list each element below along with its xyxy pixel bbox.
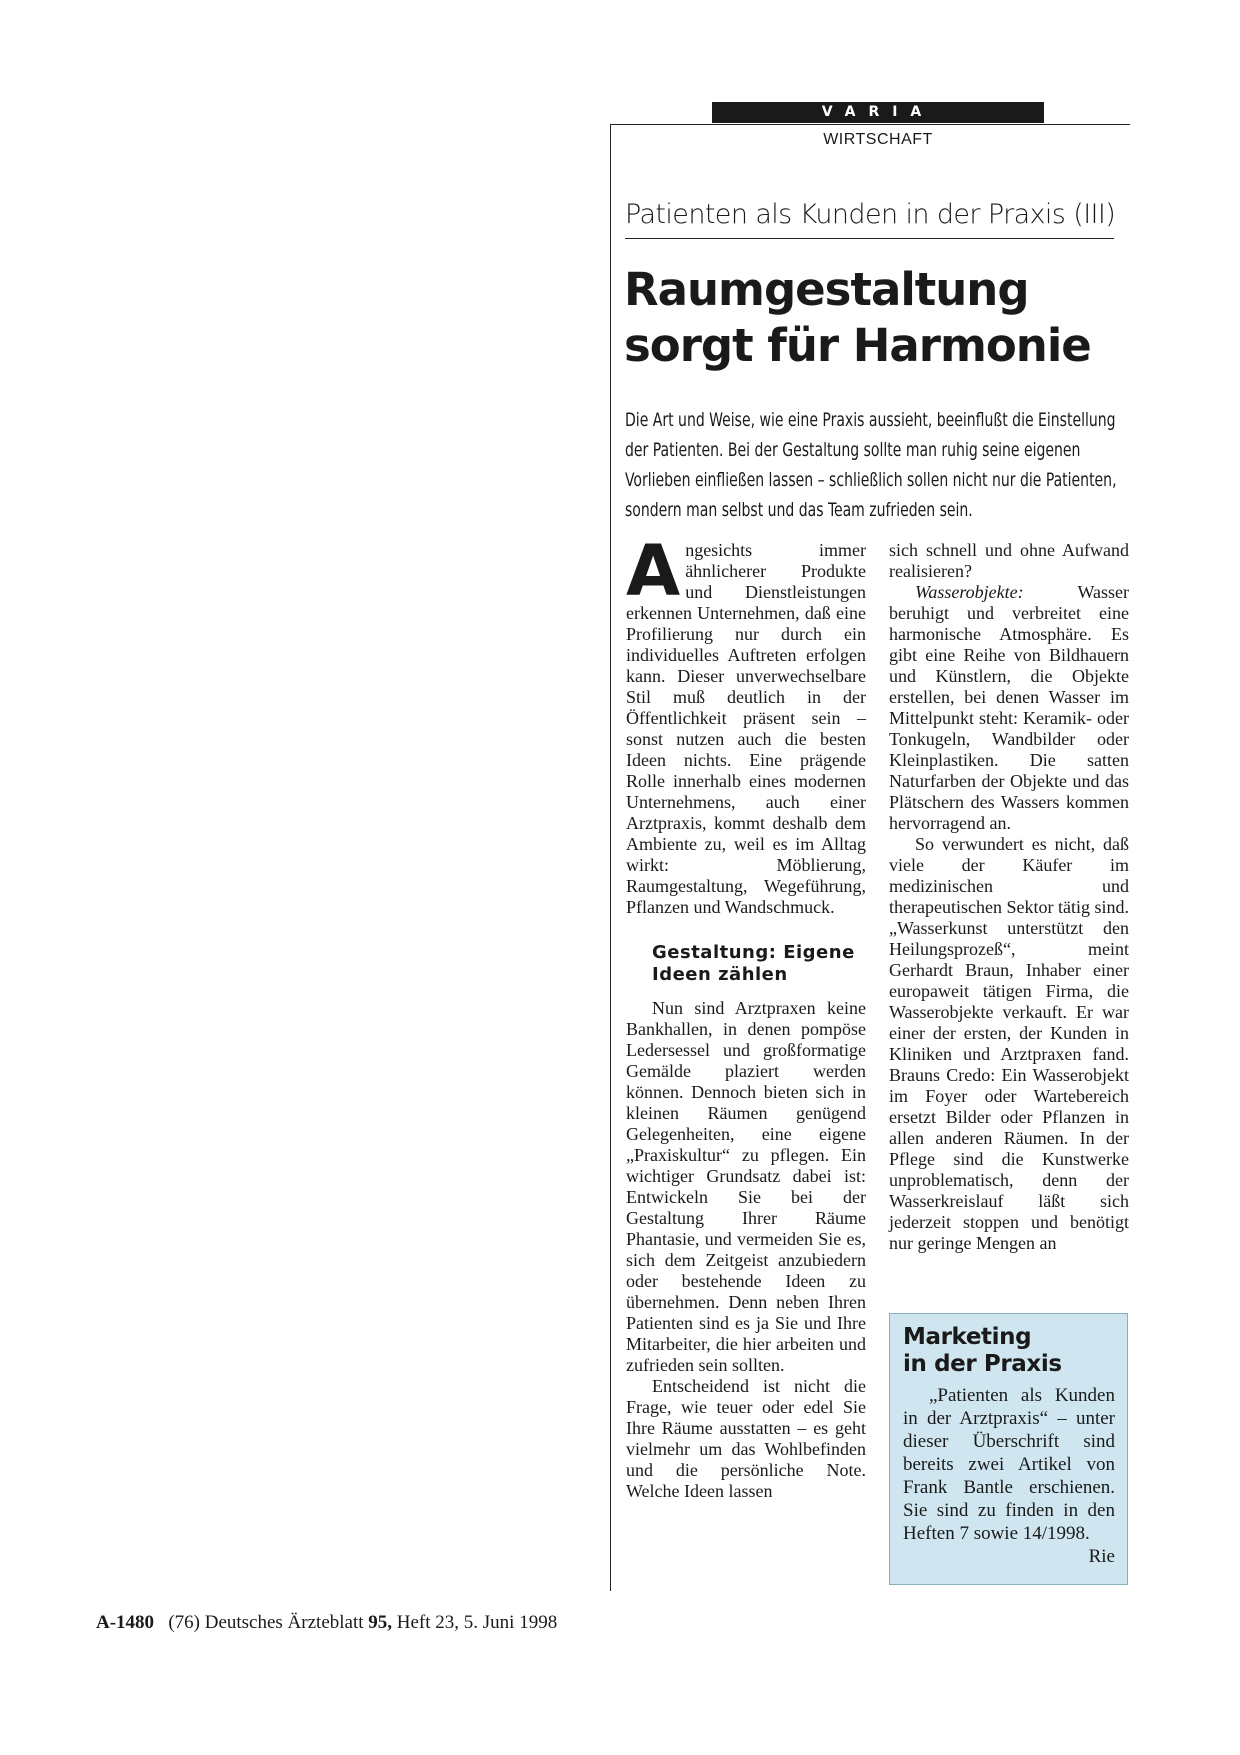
journal-name: Deutsches Ärzteblatt — [204, 1612, 364, 1633]
column-rule — [610, 124, 611, 1591]
header-rule — [610, 124, 1130, 125]
issue-page: (76) — [168, 1612, 200, 1633]
section-subheading: Gestaltung: Eigene Ideen zählen — [652, 942, 855, 985]
article-lead: Die Art und Weise, wie eine Praxis aussieht, beeinflußt die Einstellung der Patienten. Bei der Gestaltung sollte man ruhig seine eigenen Vorlieben einfließen lassen – schließlich sollen nicht nur die Patienten, sondern man selbst und das Team zufrieden sein. — [625, 409, 1117, 521]
page-footer — [96, 1612, 557, 1634]
kicker-underline — [625, 238, 1114, 239]
body-paragraph: Entscheidend ist nicht die Frage, wie teuer oder edel Sie Ihre Räume ausstatten – es geht vielmehr um das Wohlbefinden und die persönliche Note. Welche Ideen lassen — [626, 1376, 866, 1501]
issue-date: Heft 23, 5. Juni 1998 — [396, 1612, 558, 1633]
body-paragraph: Nun sind Arztpraxen keine Bankhallen, in denen pompöse Ledersessel und großformatige Gemälde plaziert werden können. Dennoch bieten sich in kleinen Räumen genügend Gelegenheiten, eine eigene „Praxiskultur“ zu pflegen. Ein wichtiger Grundsatz dabei ist: Entwickeln Sie bei der Gestaltung Ihrer Räume Phantasie, und vermeiden Sie es, sich dem Zeitgeist anzubiedern oder bestehende Ideen zu übernehmen. Denn neben Ihren Patienten sind es ja Sie und Ihre Mitarbeiter, die hier arbeiten und zufrieden sein sollten. — [626, 998, 866, 1375]
body-paragraph: So verwundert es nicht, daß viele der Käufer im medizinischen und therapeutischen Sektor tätig sind. „Wasserkunst unterstützt den Heilungsprozeß“, meint Gerhardt Braun, Inhaber einer europaweit tätigen Firma, die Wasserobjekte verkauft. Er war einer der ersten, der Kunden in Kliniken und Arztpraxen fand. Brauns Credo: Ein Wasserobjekt im Foyer oder Wartebereich ersetzt Bilder oder Pflanzen in allen anderen Räumen. In der Pflege sind die Kunstwerke unproblematisch, denn der Wasserkreislauf läßt sich jederzeit stoppen und benötigt nur geringe Mengen an — [889, 834, 1129, 1253]
headline-line-1: Raumgestaltung — [624, 263, 1029, 316]
info-box-title-line-1: Marketing — [903, 1324, 1032, 1350]
body-paragraph — [889, 582, 1129, 834]
info-box-text — [903, 1384, 1115, 1567]
drop-cap: A — [626, 530, 681, 612]
run-in-heading: Wasserobjekte: — [915, 582, 1024, 602]
article-headline — [624, 262, 1124, 374]
body-paragraph-text: Wasser beruhigt und verbreitet eine harmonische Atmosphäre. Es gibt eine Reihe von Bildhauern und Künstlern, die Objekte erstellen, bei denen Wasser im Mittelpunkt steht: Keramik- oder Tonkugeln, Wandbilder oder Kleinplastiken. Die satten Naturfarben der Objekte und das Plätschern des Wassers kommen hervorragend an. — [889, 582, 1129, 833]
body-paragraph: sich schnell und ohne Aufwand realisieren? — [889, 540, 1129, 581]
headline-line-2: sorgt für Harmonie — [624, 319, 1091, 372]
info-box-body: „Patienten als Kunden in der Arztpraxis“ – unter dieser Überschrift sind bereits zwei Artikel von Frank Bantle erschienen. Sie sind zu finden in den Heften 7 sowie 14/1998. — [903, 1385, 1115, 1544]
info-box-title — [903, 1324, 1115, 1378]
info-box — [889, 1313, 1128, 1585]
section-label: VARIA — [712, 102, 1044, 123]
body-paragraph — [626, 530, 866, 918]
article-kicker: Patienten als Kunden in der Praxis (III) — [625, 199, 1116, 230]
page-number: A-1480 — [96, 1612, 155, 1633]
body-column-1 — [626, 530, 866, 1502]
body-column-2 — [889, 540, 1129, 1254]
info-box-title-line-2: in der Praxis — [903, 1351, 1062, 1377]
body-paragraph-text: ngesichts immer ähnlicherer Produkte und Dienstleistungen erkennen Unternehmen, daß eine Profilierung nur durch ein individuelles Auftreten erfolgen kann. Dieser unverwechselbare Stil muß deutlich in der Öffentlichkeit präsent sein – sonst nutzen auch die besten Ideen nichts. Eine prägende Rolle innerhalb eines modernen Unternehmens, auch einer Arztpraxis, kommt deshalb dem Ambiente zu, weil es im Alltag wirkt: Möblierung, Raumgestaltung, Wegeführung, Pflanzen und Wandschmuck. — [626, 540, 866, 917]
volume-number: 95, — [368, 1612, 393, 1633]
section-sublabel: WIRTSCHAFT — [823, 131, 933, 148]
author-signature: Rie — [1088, 1546, 1115, 1567]
